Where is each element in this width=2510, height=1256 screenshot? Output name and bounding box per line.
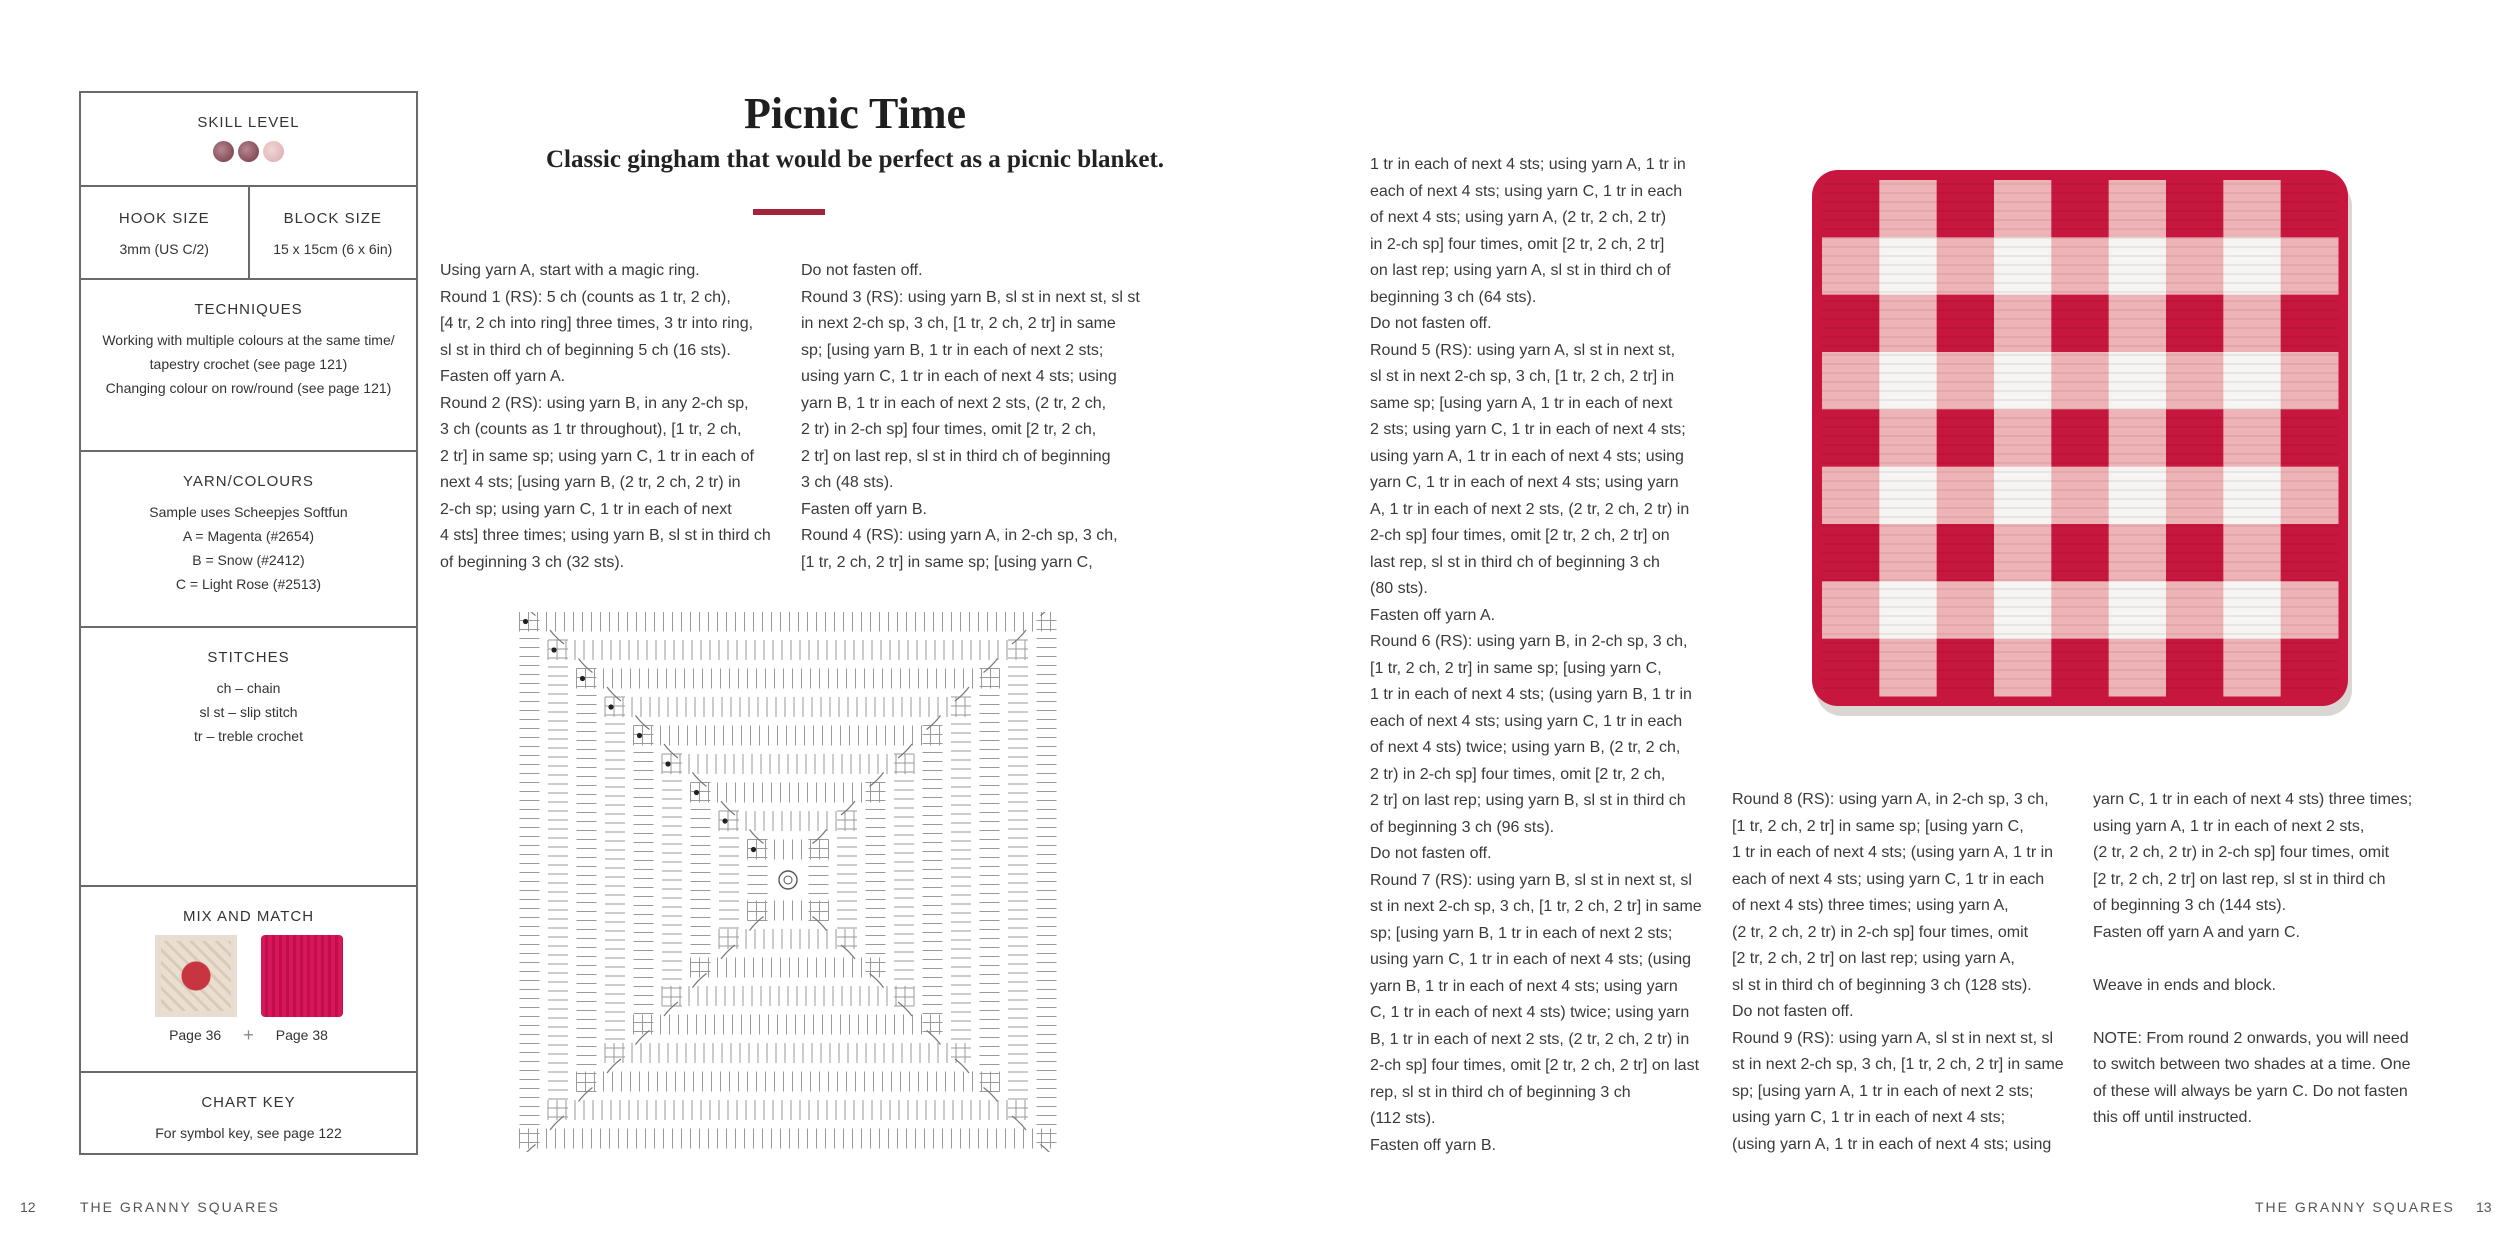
hook-size-value: 3mm (US C/2) [119,241,209,257]
corner-chain [1041,612,1055,616]
swatch-thumbnail-page-38 [261,935,343,1017]
mix-and-match-heading: MIX AND MATCH [182,908,315,925]
slip-stitch-mark [637,733,642,738]
page-ref-right: Page 38 [275,1027,328,1043]
corner-chain [841,801,855,815]
slip-stitch-mark [751,847,756,852]
plus-icon: + [243,1025,254,1045]
gingham-cell [2223,581,2281,639]
mix-and-match-section [81,887,416,1073]
pattern-info-sidebar [79,91,418,1155]
instructions-text: Round 8 (RS): using yarn A, in 2-ch sp, 3 ch, [1 tr, 2 ch, 2 tr] in same sp; [using yarn C, 1 tr in each of next 4 sts; (using yarn A, 1 tr in each of next 4 sts; using yarn C, 1 tr in each of next 4 sts) three times; using yarn A, (2 tr, 2 ch, 2 tr) in 2-ch sp] four times, omit [2 tr, 2 ch, 2 tr] on last rep; using yarn A, sl st in third ch of beginning 3 ch (128 sts). Do not fasten off. Round 9 (RS): using yarn A, sl st in next st, sl st in next 2-ch sp, 3 ch, [1 tr, 2 ch, 2 tr] in same sp; [using yarn A, 1 tr in each of next 2 sts; using yarn C, 1 tr in each of next 4 sts; (using yarn A, 1 tr in each of next 4 sts; using [1732,791,2064,1153]
skill-dot-icon [213,141,234,162]
gingham-cell [1994,295,2052,353]
yarn-line: A = Magenta (#2654) [182,528,315,544]
magic-ring-icon [784,876,792,884]
gingham-cell [2166,467,2224,525]
slip-stitch-mark [608,704,613,709]
gingham-cell [2109,295,2167,353]
yarn-colours-heading: YARN/COLOURS [183,473,314,490]
gingham-cell [2223,352,2281,410]
technique-line: Working with multiple colours at the same time/ [102,332,395,348]
gingham-cell [2166,295,2224,353]
stitch-line: ch – chain [216,680,281,696]
gingham-cell [2109,467,2167,525]
gingham-cell [1879,467,1937,525]
swatch-thumbnail-page-36 [155,935,237,1017]
gingham-cell [1822,295,1880,353]
yarn-line: B = Snow (#2412) [192,552,305,568]
chart-key-heading: CHART KEY [201,1094,296,1111]
gingham-cell [2223,467,2281,525]
hook-size-heading: HOOK SIZE [118,210,210,227]
instructions-column-5 [2093,787,2448,1132]
gingham-cell [1822,467,1880,525]
skill-dot-icon [263,141,284,162]
gingham-cell [1822,581,1880,639]
mix-labels [81,1023,416,1047]
finished-square-photo [1800,158,2360,718]
gingham-cell [1937,352,1995,410]
gingham-cell [1879,352,1937,410]
gingham-cell [2281,295,2339,353]
stitch-line: sl st – slip stitch [199,704,298,720]
corner-chain [955,1059,969,1073]
corner-chain [841,945,855,959]
running-footer-right: THE GRANNY SQUARES [2255,1199,2455,1215]
gingham-cell [1994,467,2052,525]
corner-chain [927,1031,941,1045]
gingham-cell [2109,581,2167,639]
skill-level-section [81,93,416,187]
title-divider [753,209,825,215]
pattern-subtitle: Classic gingham that would be perfect as a picnic blanket. [545,146,1165,173]
stitches-heading: STITCHES [207,649,290,666]
gingham-cell [1994,352,2052,410]
yarn-colours-section [81,452,416,628]
instructions-text: Do not fasten off. Round 3 (RS): using yarn B, sl st in next st, sl st in next 2-ch sp, 3 ch, [1 tr, 2 ch, 2 tr] in same sp; [using yarn B, 1 tr in each of next 2 sts; using yarn C, 1 tr in each of next 4 sts; using yarn B, 1 tr in each of next 2 sts, (2 tr, 2 ch, 2 tr) in 2-ch sp] four times, omit [2 tr, 2 ch, 2 tr] on last rep, sl st in third ch of beginning 3 ch (48 sts). Fasten off yarn B. Round 4 (RS): using yarn A, in 2-ch sp, 3 ch, [1 tr, 2 ch, 2 tr] in same sp; [using yarn C, [801,262,1140,571]
running-footer-left: THE GRANNY SQUARES [80,1199,280,1215]
skill-dot-icon [238,141,259,162]
techniques-heading: TECHNIQUES [194,301,303,318]
instructions-column-1 [440,258,792,576]
gingham-cell [2166,581,2224,639]
skill-level-rating [81,141,416,162]
gingham-cell [2109,352,2167,410]
gingham-cell [2051,467,2109,525]
skill-level-heading: SKILL LEVEL [197,114,300,131]
magic-ring-icon [779,871,797,889]
page-number-left: 12 [20,1199,36,1215]
instructions-text: 1 tr in each of next 4 sts; using yarn A, 1 tr in each of next 4 sts; using yarn C, 1 tr in each of next 4 sts; using yarn A, (2 tr, 2 ch, 2 tr) in 2-ch sp] four times, omit [2 tr, 2 ch, 2 tr] on last rep; using yarn A, sl st in third ch of beginning 3 ch (64 sts). Do not fasten off. Round 5 (RS): using yarn A, sl st in next st, sl st in next 2-ch sp, 3 ch, [1 tr, 2 ch, 2 tr] in same sp; [using yarn A, 1 tr in each of next 2 sts; using yarn C, 1 tr in each of next 4 sts; using yarn A, 1 tr in each of next 4 sts; using yarn C, 1 tr in each of next 4 sts; using yarn A, 1 tr in each of next 2 sts, (2 tr, 2 ch, 2 tr) in 2-ch sp] four times, omit [2 tr, 2 ch, 2 tr] on last rep, sl st in third ch of beginning 3 ch (80 sts). Fasten off yarn A. Round 6 (RS): using yarn B, in 2-ch sp, 3 ch, [1 tr, 2 ch, 2 tr] in same sp; [using yarn C, 1 tr in each of next 4 sts; (using yarn B, 1 tr in each of next 4 sts; using yarn C, 1 tr in each of next 4 sts) twice; using yarn B, (2 tr, 2 ch, 2 tr) in 2-ch sp] four times, omit [2 tr, 2 ch, 2 tr] on last rep; using yarn B, sl st in third ch of beginning 3 ch (96 sts). Do not fasten off. Round 7 (RS): using yarn B, sl st in next st, sl st in next 2-ch sp, 3 ch, [1 tr, 2 ch, 2 tr] in same sp; [using yarn B, 1 tr in each of next 2 sts; using yarn C, 1 tr in each of next 4 sts; (using yarn B, 1 tr in each of next 4 sts; using yarn C, 1 tr in each of next 4 sts) twice; using yarn B, 1 tr in each of next 2 sts, (2 tr, 2 ch, 2 tr) in 2-ch sp] four times, omit [2 tr, 2 ch, 2 tr] on last rep, sl st in third ch of beginning 3 ch (112 sts). Fasten off yarn B. [1370,156,1702,1154]
slip-stitch-mark [580,676,585,681]
instructions-column-3 [1370,152,1720,1159]
chart-key-section [81,1073,416,1153]
corner-chain [1041,1145,1055,1153]
mix-swatches [81,935,416,1017]
gingham-cell [1937,581,1995,639]
block-size-cell [250,187,417,278]
gingham-cell [2051,295,2109,353]
page-ref-left: Page 36 [169,1027,222,1043]
pattern-title: Picnic Time [743,89,967,138]
technique-line: Changing colour on row/round (see page 121) [105,380,392,396]
crochet-chart-diagram [517,612,1060,1152]
gingham-cell [1879,581,1937,639]
instructions-column-2 [801,258,1161,576]
yarn-line: C = Light Rose (#2513) [175,576,322,592]
instructions-column-4 [1732,787,2077,1158]
gingham-cell [2051,581,2109,639]
corner-chain [870,974,884,988]
instructions-text: yarn C, 1 tr in each of next 4 sts) three times; using yarn A, 1 tr in each of next 2 sts, (2 tr, 2 ch, 2 tr) in 2-ch sp] four times, omit [2 tr, 2 ch, 2 tr] on last rep, sl st in third ch of beginning 3 ch (144 sts). Fasten off yarn A and yarn C. Weave in ends and block. NOTE: From round 2 onwards, you will need to switch between two shades at a time. One of these will always be yarn C. Do not fasten this off until instructed. [2093,791,2413,1126]
gingham-cell [2281,352,2339,410]
gingham-cell [2051,352,2109,410]
stitches-section [81,628,416,887]
slip-stitch-mark [523,619,528,624]
gingham-cell [1937,467,1995,525]
gingham-cell [2281,467,2339,525]
slip-stitch-mark [694,790,699,795]
block-size-heading: BLOCK SIZE [283,210,382,227]
corner-chain [1012,1116,1026,1130]
slip-stitch-mark [665,761,670,766]
gingham-cell [2223,295,2281,353]
slip-stitch-mark [551,647,556,652]
techniques-section [81,280,416,452]
corner-chain [955,687,969,701]
gingham-cell [2166,352,2224,410]
page-number-right: 13 [2476,1199,2492,1215]
gingham-cell [1879,295,1937,353]
hook-size-cell [81,187,250,278]
chart-key-text: For symbol key, see page 122 [155,1125,342,1141]
technique-line: tapestry crochet (see page 121) [149,356,348,372]
corner-chain [927,716,941,730]
gingham-cell [1822,352,1880,410]
yarn-line: Sample uses Scheepjes Softfun [149,504,348,520]
block-size-value: 15 x 15cm (6 x 6in) [273,241,393,257]
slip-stitch-mark [722,818,727,823]
gingham-cell [1937,295,1995,353]
instructions-text: Using yarn A, start with a magic ring. Round 1 (RS): 5 ch (counts as 1 tr, 2 ch), [4 tr, 2 ch into ring] three times, 3 tr into ring, sl st in third ch of beginning 5 ch (16 sts). Fasten off yarn A. Round 2 (RS): using yarn B, in any 2-ch sp, 3 ch (counts as 1 tr throughout), [1 tr, 2 ch, 2 tr] in same sp; using yarn C, 1 tr in each of next 4 sts; [using yarn B, (2 tr, 2 ch, 2 tr) in 2-ch sp; using yarn C, 1 tr in each of next 4 sts] three times; using yarn B, sl st in third ch of beginning 3 ch (32 sts). [440,262,771,571]
gingham-cell [2281,581,2339,639]
corner-chain [870,773,884,787]
stitch-line: tr – treble crochet [194,728,303,744]
corner-chain [1012,630,1026,644]
gingham-cell [1994,581,2052,639]
size-section [81,187,416,280]
